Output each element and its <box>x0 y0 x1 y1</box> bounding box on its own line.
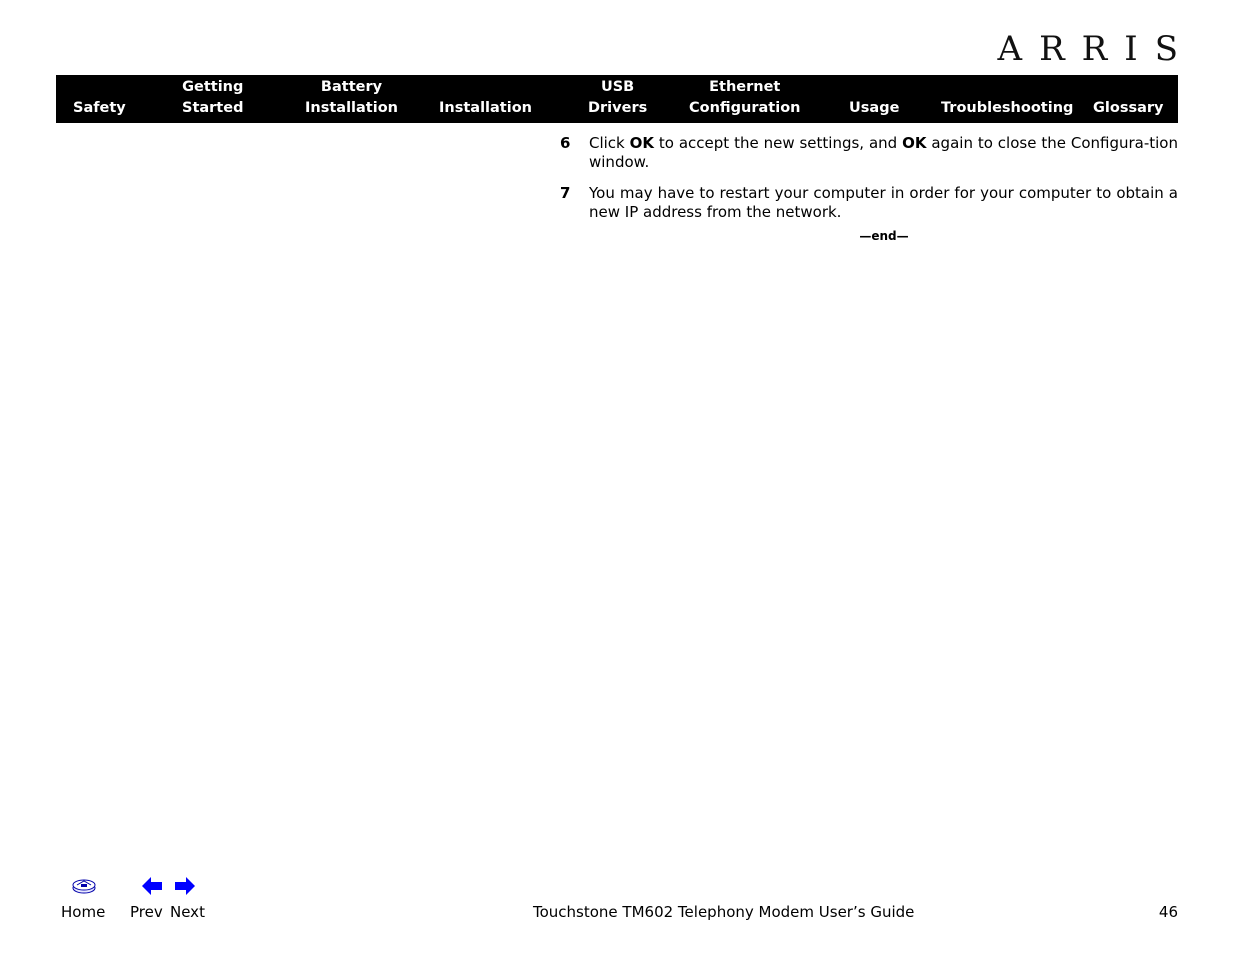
nav-troubleshooting-line2: Troubleshooting <box>941 100 1074 116</box>
arris-logo: ARRIS <box>997 29 1195 69</box>
nav-battery-installation-line1: Battery <box>320 79 383 95</box>
right-arrow-graphic <box>174 876 196 896</box>
nav-usage-line2: Usage <box>849 100 900 116</box>
nav-getting-started-line2: Started <box>182 100 244 116</box>
steps-list <box>560 134 1178 234</box>
step-6-text-start: Click <box>589 134 630 152</box>
nav-safety[interactable] <box>73 98 126 119</box>
step-7 <box>560 184 1178 222</box>
nav-ethernet-configuration-line2: Configuration <box>689 100 801 116</box>
nav-usb-drivers[interactable] <box>588 77 647 119</box>
left-arrow-icon[interactable] <box>141 876 163 896</box>
left-arrow-graphic <box>141 876 163 896</box>
home-icon[interactable] <box>71 877 97 895</box>
end-marker: —end— <box>859 229 909 243</box>
nav-ethernet-configuration-line1: Ethernet <box>709 79 781 95</box>
nav-installation[interactable] <box>439 98 532 119</box>
prev-link[interactable]: Prev <box>130 903 163 921</box>
nav-glossary[interactable] <box>1093 98 1163 119</box>
ok-emphasis: OK <box>629 134 655 152</box>
nav-safety-line2: Safety <box>73 100 126 116</box>
nav-installation-line2: Installation <box>439 100 532 116</box>
nav-battery-installation[interactable] <box>305 77 398 119</box>
step-number: 6 <box>560 134 571 152</box>
step-6 <box>560 134 1178 172</box>
nav-glossary-line2: Glossary <box>1093 100 1164 116</box>
nav-usage[interactable] <box>849 98 899 119</box>
nav-usb-drivers-line1: USB <box>600 79 635 95</box>
step-6-text-end: again to close the Configura-tion window. <box>589 134 1178 171</box>
ok-emphasis: OK <box>902 134 927 152</box>
next-link[interactable]: Next <box>170 903 205 921</box>
nav-troubleshooting[interactable] <box>941 98 1073 119</box>
step-6-text-middle: to accept the new settings, and <box>654 134 903 152</box>
nav-ethernet-configuration[interactable] <box>689 77 801 119</box>
page-number: 46 <box>1158 903 1178 921</box>
step-number: 7 <box>560 184 571 202</box>
nav-usb-drivers-line2: Drivers <box>588 100 648 116</box>
home-link[interactable]: Home <box>61 903 106 921</box>
top-navigation-bar <box>56 75 1178 123</box>
nav-getting-started[interactable] <box>182 77 243 119</box>
home-icon-graphic <box>71 877 97 895</box>
nav-getting-started-line1: Getting <box>182 79 244 95</box>
step-text: You may have to restart your computer in order for your computer to obtain a new IP address from the network. <box>589 184 1178 221</box>
right-arrow-icon[interactable] <box>174 876 196 896</box>
step-text <box>589 134 1178 172</box>
nav-battery-installation-line2: Installation <box>305 100 398 116</box>
guide-title: Touchstone TM602 Telephony Modem User’s Guide <box>533 903 915 921</box>
